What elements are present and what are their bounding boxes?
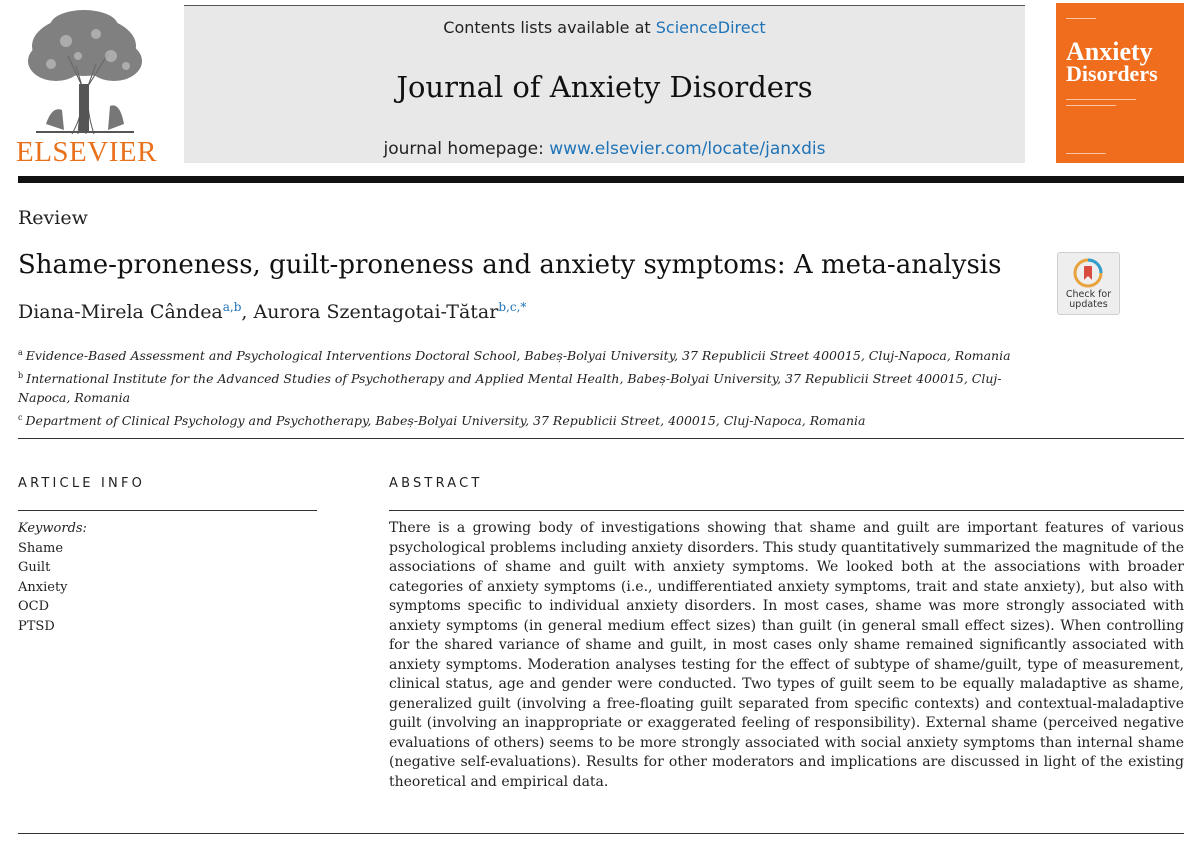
abstract-heading: ABSTRACT: [389, 476, 483, 491]
publisher-name: ELSEVIER: [16, 136, 157, 168]
homepage-line: [184, 139, 1025, 159]
crossmark-icon: [1073, 258, 1103, 288]
cover-title-line2: Disorders: [1066, 61, 1158, 86]
author-affiliation-refs[interactable]: a,b: [222, 300, 242, 314]
affiliations: [18, 343, 1028, 430]
author-list: [18, 300, 526, 323]
affiliation-label: b: [18, 370, 24, 380]
affiliation-text: International Institute for the Advanced Studies of Psychotherapy and Applied Mental Health, Babeș-Bolyai University, 37 Republicii Street 400015, Cluj-Napoca, Romania: [18, 370, 1002, 405]
abstract-text: There is a growing body of investigations showing that shame and guilt are important features of various psychological problems including anxiety disorders. This study quantitatively summarized the magnitude of the associations of shame and guilt with anxiety symptoms. We looked both at the associations with broader categories of anxiety symptoms (i.e., undifferentiated anxiety symptoms, trait and state anxiety), but also with symptoms specific to individual anxiety disorders. In most cases, shame was more strongly associated with anxiety symptoms (in general medium effect sizes) than guilt (in general small effect sizes). When controlling for the shared variance of shame and guilt, in most cases only shame remained significantly associated with anxiety symptoms. Moderation analyses testing for the effect of subtype of shame/guilt, type of measurement, clinical status, age and gender were conducted. Two types of guilt seem to be equally maladaptive as shame, generalized guilt (involving a free-floating guilt separated from specific contexts) and contextual-maladaptive guilt (involving an inappropriate or exaggerated feeling of responsibility). External shame (perceived negative evaluations of others) seems to be more strongly associated with social anxiety symptoms than internal shame (negative self-evaluations). Results for other moderators and implications are discussed in light of the existing theoretical and empirical data.: [389, 520, 1184, 790]
keyword-item: Guilt: [18, 560, 51, 575]
keyword-item: OCD: [18, 599, 50, 614]
article-title: Shame-proneness, guilt-proneness and anxiety symptoms: A meta-analysis: [18, 250, 1002, 280]
keywords-label: Keywords:: [18, 521, 87, 536]
crossmark-line2: updates: [1069, 299, 1108, 310]
affiliation-item: [18, 408, 1028, 431]
tree-icon: [16, 6, 154, 136]
journal-masthead: [184, 6, 1025, 163]
affiliation-text: Evidence-Based Assessment and Psychological Interventions Doctoral School, Babeș-Bolyai University, 37 Republicii Street 400015, Cluj-Napoca, Romania: [25, 348, 1011, 363]
check-for-updates-button[interactable]: [1057, 252, 1120, 315]
affiliation-item: [18, 343, 1028, 366]
contents-prefix: Contents lists available at: [443, 18, 656, 37]
journal-cover[interactable]: [1056, 3, 1184, 163]
affiliation-item: [18, 366, 1028, 408]
keyword-item: Anxiety: [18, 579, 68, 595]
header-divider: [18, 176, 1184, 183]
affiliation-label: c: [18, 412, 23, 422]
cover-decoration-icon: [1056, 3, 1184, 163]
contents-line: [184, 18, 1025, 37]
crossmark-label: [1058, 290, 1119, 310]
article-type: Review: [18, 207, 88, 229]
cover-title-line1: Anxiety: [1066, 37, 1153, 66]
article-info-rule: [18, 510, 317, 511]
author-name[interactable]: Aurora Szentagotai-Tătar: [253, 301, 499, 323]
bottom-rule: [18, 833, 1184, 834]
homepage-prefix: journal homepage:: [383, 139, 550, 159]
keywords-section: [18, 519, 87, 636]
author-affiliation-refs[interactable]: b,c,*: [498, 300, 527, 314]
keyword-item: Shame: [18, 540, 64, 556]
affiliation-label: a: [18, 348, 23, 357]
crossmark-line1: Check for: [1065, 289, 1112, 300]
section-divider: [18, 438, 1184, 439]
affiliation-text: Department of Clinical Psychology and Psychotherapy, Babeș-Bolyai University, 37 Republicii Street, 400015, Cluj-Napoca, Romania: [25, 412, 866, 428]
keyword-item: PTSD: [18, 618, 55, 634]
journal-title[interactable]: Journal of Anxiety Disorders: [396, 70, 813, 104]
abstract-rule: [389, 510, 1184, 511]
article-info-heading: ARTICLE INFO: [18, 476, 146, 491]
sciencedirect-link[interactable]: ScienceDirect: [655, 18, 766, 37]
author-name[interactable]: Diana-Mirela Cândea: [18, 301, 223, 323]
author-separator: ,: [241, 301, 254, 323]
homepage-link[interactable]: www.elsevier.com/locate/janxdis: [549, 139, 826, 159]
